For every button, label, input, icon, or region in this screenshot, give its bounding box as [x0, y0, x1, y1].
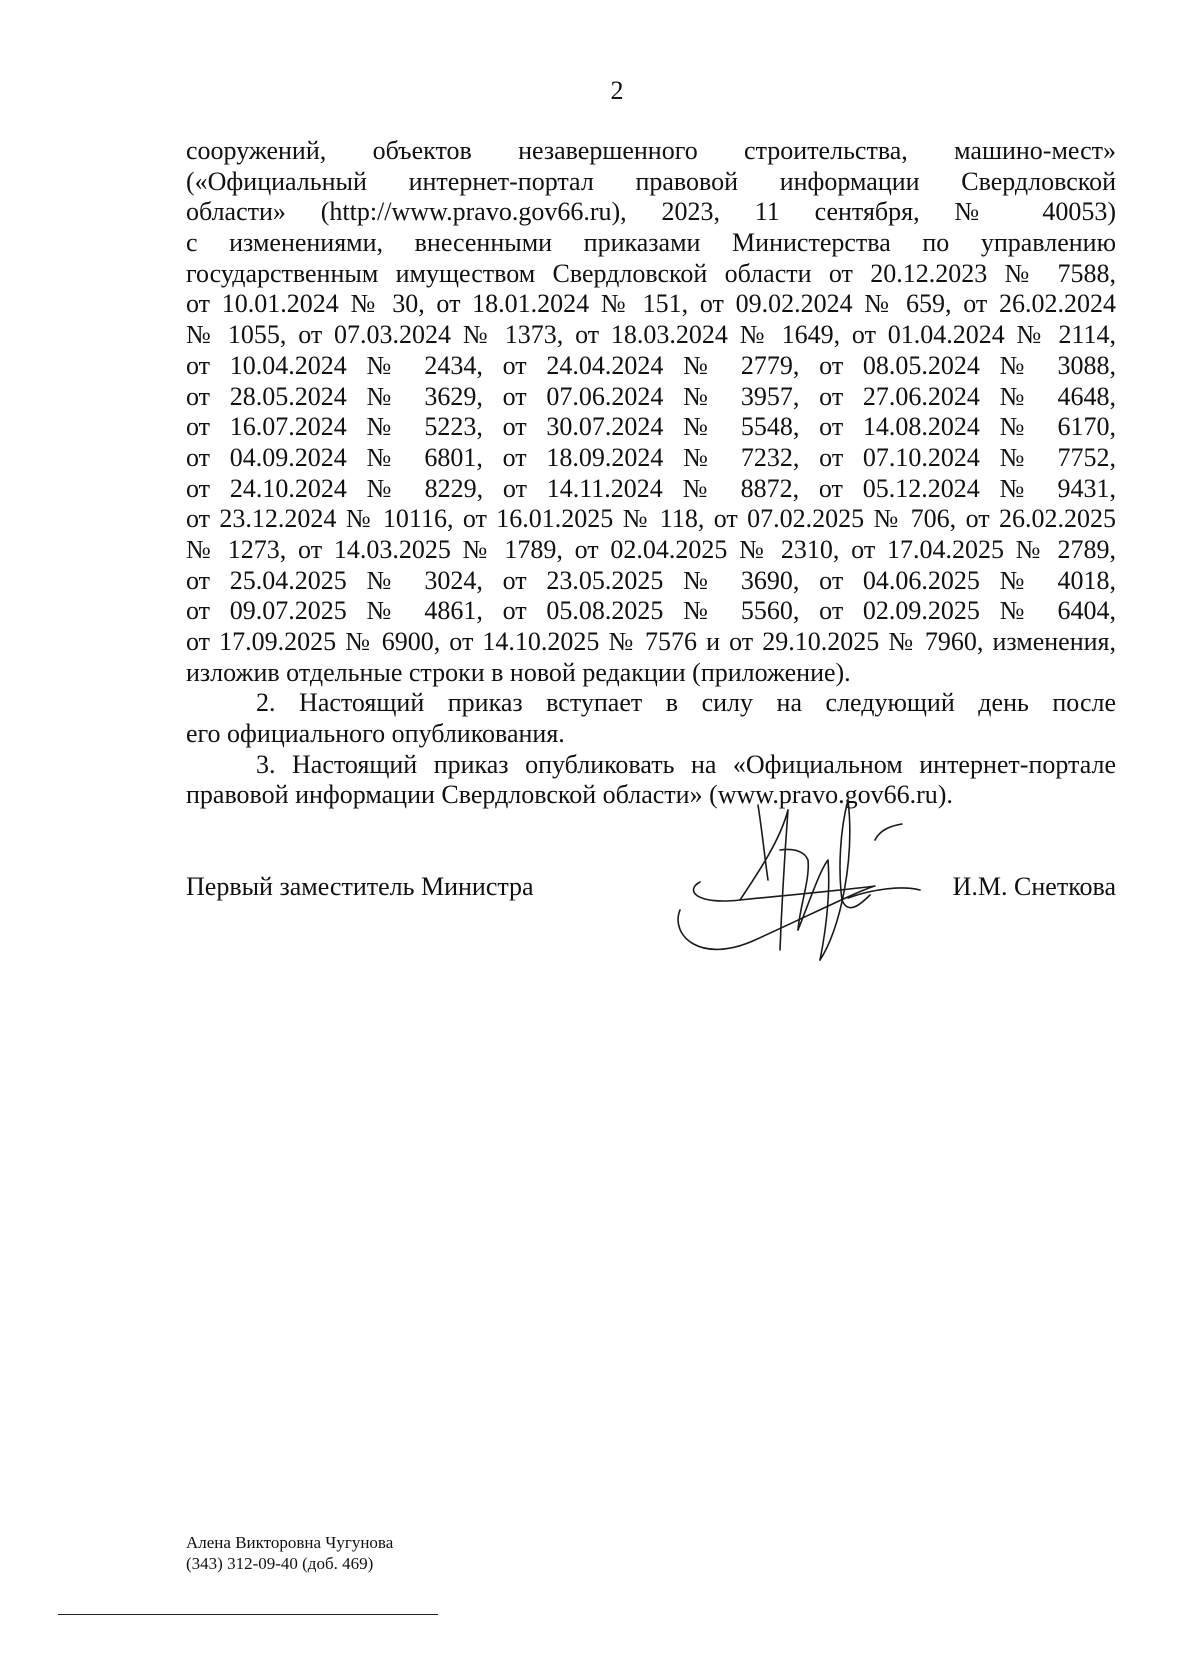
body-line: от 16.07.2024 № 5223, от 30.07.2024 № 5548, от 14.08.2024 № 6170, [186, 412, 1116, 442]
body-line: правовой информации Свердловской области» (www.pravo.gov66.ru). [186, 780, 953, 810]
body-line: от 10.01.2024 № 30, от 18.01.2024 № 151, от 09.02.2024 № 659, от 26.02.2024 [186, 289, 1116, 319]
document-body [186, 136, 1116, 811]
body-line: от 24.10.2024 № 8229, от 14.11.2024 № 8872, от 05.12.2024 № 9431, [186, 473, 1116, 503]
body-line: от 25.04.2025 № 3024, от 23.05.2025 № 3690, от 04.06.2025 № 4018, [186, 565, 1116, 595]
body-line: с изменениями, внесенными приказами Министерства по управлению [186, 228, 1116, 258]
body-line: 2. Настоящий приказ вступает в силу на следующий день после [256, 688, 1116, 718]
body-line: 3. Настоящий приказ опубликовать на «Официальном интернет-портале [256, 749, 1116, 779]
body-line: от 10.04.2024 № 2434, от 24.04.2024 № 2779, от 08.05.2024 № 3088, [186, 350, 1116, 380]
body-line: № 1055, от 07.03.2024 № 1373, от 18.03.2024 № 1649, от 01.04.2024 № 2114, [186, 320, 1116, 350]
body-line: («Официальный интернет-портал правовой информации Свердловской [186, 166, 1116, 196]
paragraph-effective-date [186, 688, 1116, 749]
paragraph-publication [186, 750, 1116, 811]
executor-info [186, 1532, 393, 1574]
signer-title: Первый заместитель Министра [186, 872, 534, 901]
body-line: его официального опубликования. [186, 719, 565, 749]
signer-name: И.М. Снеткова [952, 872, 1116, 901]
body-line: № 1273, от 14.03.2025 № 1789, от 02.04.2025 № 2310, от 17.04.2025 № 2789, [186, 534, 1116, 564]
body-line: области» (http://www.pravo.gov66.ru), 2023, 11 сентября, № 40053) [186, 197, 1116, 227]
executor-phone: (343) 312-09-40 (доб. 469) [186, 1554, 374, 1573]
body-line: сооружений, объектов незавершенного строительства, машино-мест» [186, 136, 1116, 165]
executor-name: Алена Викторовна Чугунова [186, 1533, 394, 1552]
body-line: от 09.07.2025 № 4861, от 05.08.2025 № 5560, от 02.09.2025 № 6404, [186, 596, 1116, 626]
page-number: 2 [610, 76, 624, 105]
paragraph-amendments [186, 136, 1116, 688]
body-line: от 04.09.2024 № 6801, от 18.09.2024 № 7232, от 07.10.2024 № 7752, [186, 442, 1116, 472]
footer-divider [58, 1614, 438, 1615]
body-line: изложив отдельные строки в новой редакции (приложение). [186, 657, 851, 687]
body-line: государственным имуществом Свердловской области от 20.12.2023 № 7588, [186, 258, 1116, 288]
signature-block [186, 872, 1116, 912]
body-line: от 17.09.2025 № 6900, от 14.10.2025 № 7576 и от 29.10.2025 № 7960, изменения, [186, 627, 1116, 656]
body-line: от 23.12.2024 № 10116, от 16.01.2025 № 118, от 07.02.2025 № 706, от 26.02.2025 [186, 504, 1116, 534]
body-line: от 28.05.2024 № 3629, от 07.06.2024 № 3957, от 27.06.2024 № 4648, [186, 381, 1116, 411]
